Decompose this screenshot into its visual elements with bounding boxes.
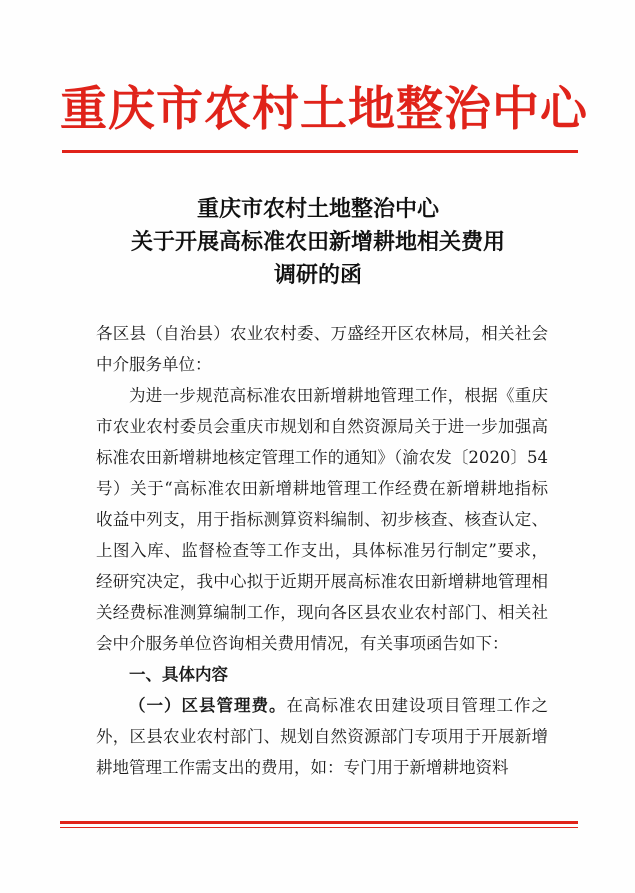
footer-red-rule-thick	[60, 821, 578, 824]
subsection-1	[96, 690, 548, 783]
section-1-heading: 一、具体内容	[129, 665, 228, 684]
subsection-1-heading: （一）区县管理费。	[129, 696, 287, 715]
title-line-2: 关于开展高标准农田新增耕地相关费用	[130, 229, 505, 255]
masthead-org-name: 重庆市农村土地整治中心	[60, 82, 588, 137]
title-line-1: 重庆市农村土地整治中心	[196, 196, 439, 222]
document-title	[60, 193, 576, 292]
paragraph-1: 为进一步规范高标准农田新增耕地管理工作，根据《重庆市农业农村委员会重庆市规划和自然资源局关于进一步加强高标准农田新增耕地核定管理工作的通知》（渝农发〔2020〕54号）关于“高标准农田新增耕地管理工作经费在新增耕地指标收益中列支，用于指标测算资料编制、初步核查、核查认定、上图入库、监督检查等工作支出，具体标准另行制定”要求，经研究决定，我中心拟于近期开展高标准农田新增耕地管理相关经费标准测算编制工作，现向各区县农业农村部门、相关社会中介服务单位咨询相关费用情况，有关事项函告如下：	[96, 386, 548, 653]
title-line-3: 调研的函	[273, 262, 362, 288]
footer-red-rule-thin	[60, 827, 578, 828]
salutation: 各区县（自治县）农业农村委、万盛经开区农林局，相关社会中介服务单位：	[96, 324, 548, 374]
subsection-1-text: 在高标准农田建设项目管理工作之外，区县农业农村部门、规划自然资源部门专项用于开展新增耕地管理工作需支出的费用，如：专门用于新增耕地资料	[96, 696, 548, 777]
masthead-red-rule	[62, 150, 578, 153]
document-body	[96, 318, 548, 783]
